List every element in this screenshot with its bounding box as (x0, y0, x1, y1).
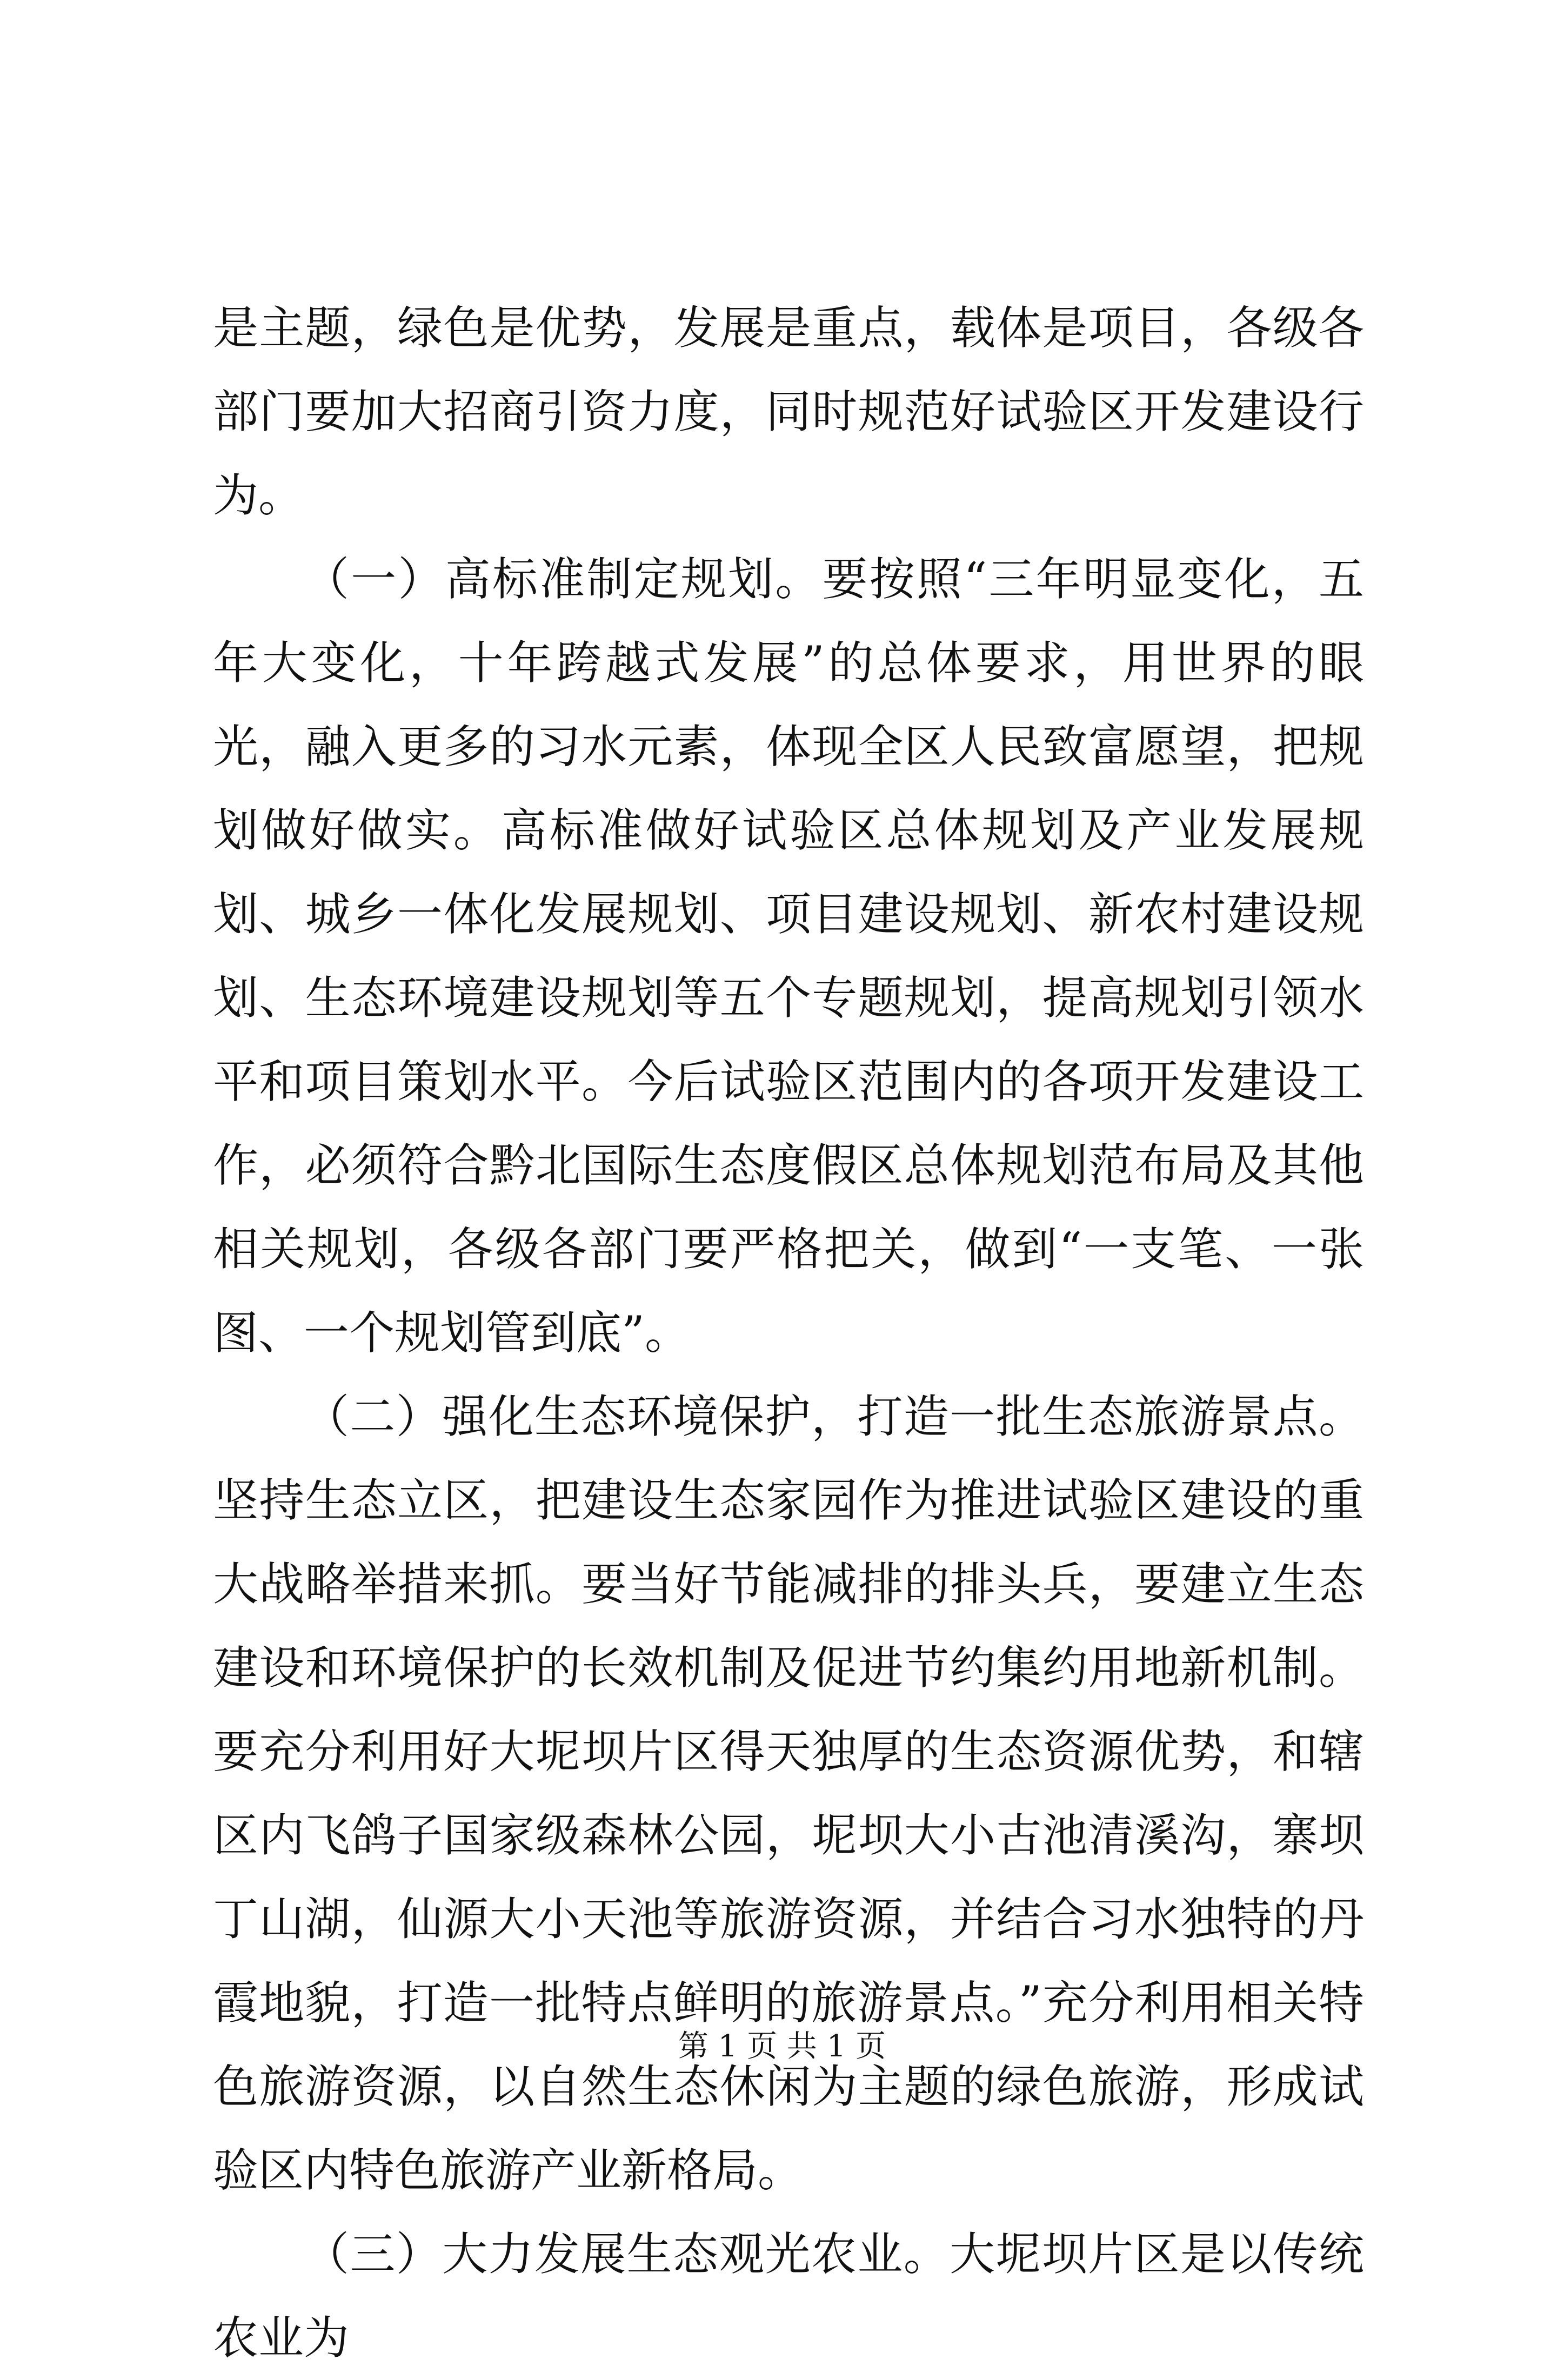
paragraph-2: （一）高标准制定规划。要按照“三年明显变化，五年大变化，十年跨越式发展”的总体要求，用世界的眼光，融入更多的习水元素，体现全区人民致富愿望，把规划做好做实。高标准做好试验区总体规划及产业发展规划、城乡一体化发展规划、项目建设规划、新农村建设规划、生态环境建设规划等五个专题规划，提高规划引领水平和项目策划水平。今后试验区范围内的各项开发建设工作，必须符合黔北国际生态度假区总体规划范布局及其他相关规划，各级各部门要严格把关，做到“一支笔、一张图、一个规划管到底”。 (213, 553, 1364, 1359)
page-footer: 第 1 页 共 1 页 (678, 2029, 886, 2064)
paragraph-1: 是主题，绿色是优势，发展是重点，载体是项目，各级各部门要加大招商引资力度，同时规范好试验区开发建设行为。 (213, 301, 1364, 522)
paragraph-4: （三）大力发展生态观光农业。大坭坝片区是以传统农业为 (213, 2228, 1364, 2364)
paragraph-3: （二）强化生态环境保护，打造一批生态旅游景点。坚持生态立区，把建设生态家园作为推进试验区建设的重大战略举措来抓。要当好节能减排的排头兵，要建立生态建设和环境保护的长效机制及促进节约集约用地新机制。要充分利用好大坭坝片区得天独厚的生态资源优势，和辖区内飞鸽子国家级森林公园，坭坝大小古池清溪沟，寨坝丁山湖，仙源大小天池等旅游资源，并结合习水独特的丹霞地貌，打造一批特点鲜明的旅游景点。”充分利用相关特色旅游资源，以自然生态休闲为主题的绿色旅游，形成试验区内特色旅游产业新格局。 (213, 1390, 1364, 2197)
